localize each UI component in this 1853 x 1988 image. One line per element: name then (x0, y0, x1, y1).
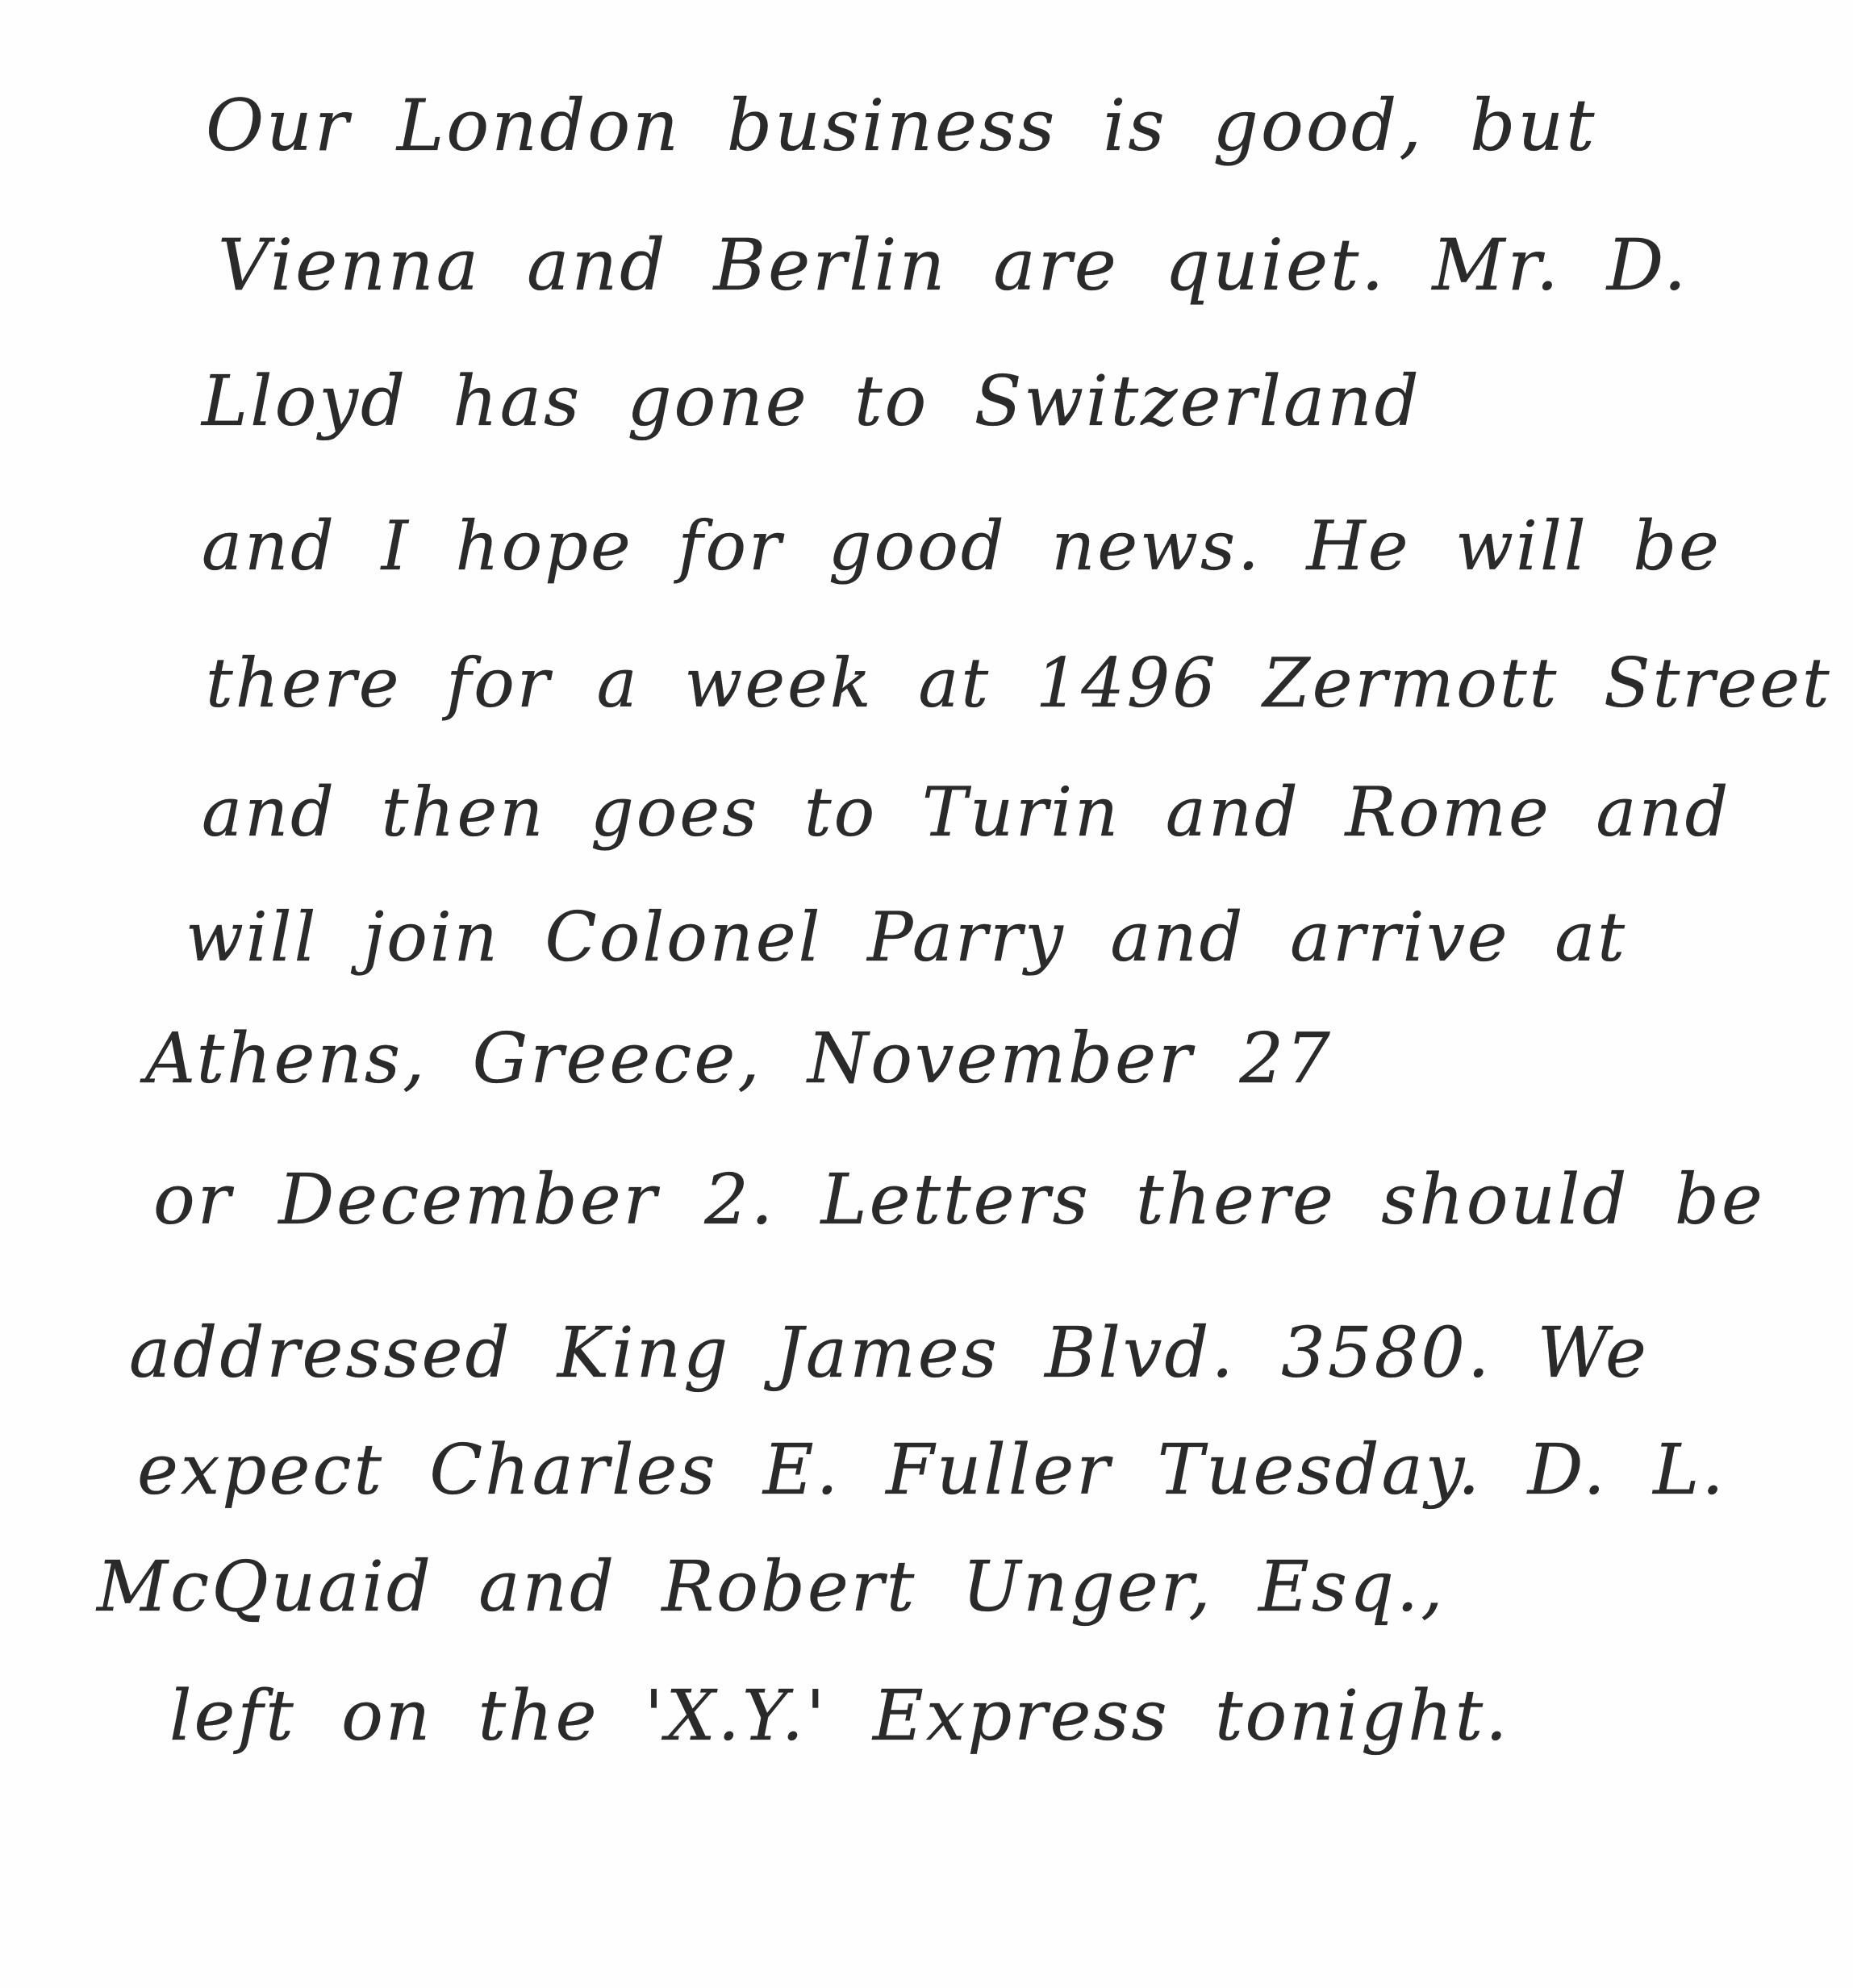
handwritten-line-2: Vienna and Berlin are quiet. Mr. D. (218, 223, 1689, 306)
handwritten-line-3: Lloyd has gone to Switzerland (202, 361, 1421, 442)
handwritten-line-13: left on the 'X.Y.' Express tonight. (169, 1676, 1510, 1757)
handwritten-line-10: addressed King James Blvd. 3580. We (129, 1313, 1649, 1394)
handwritten-line-11: expect Charles E. Fuller Tuesday. D. L. (137, 1430, 1726, 1511)
handwritten-line-12: McQuaid and Robert Unger, Esq., (97, 1547, 1446, 1627)
handwritten-line-8: Athens, Greece, November 27 (145, 1019, 1333, 1099)
handwritten-line-7: will join Colonel Parry and arrive at (186, 898, 1628, 977)
handwritten-line-1: Our London business is good, but (206, 84, 1597, 167)
handwritten-line-6: and then goes to Turin and Rome and (202, 773, 1731, 852)
handwritten-line-9: or December 2. Letters there should be (153, 1160, 1765, 1240)
handwritten-line-4: and I hope for good news. He will be (202, 506, 1722, 586)
handwritten-line-5: there for a week at 1496 Zermott Street (206, 644, 1832, 723)
